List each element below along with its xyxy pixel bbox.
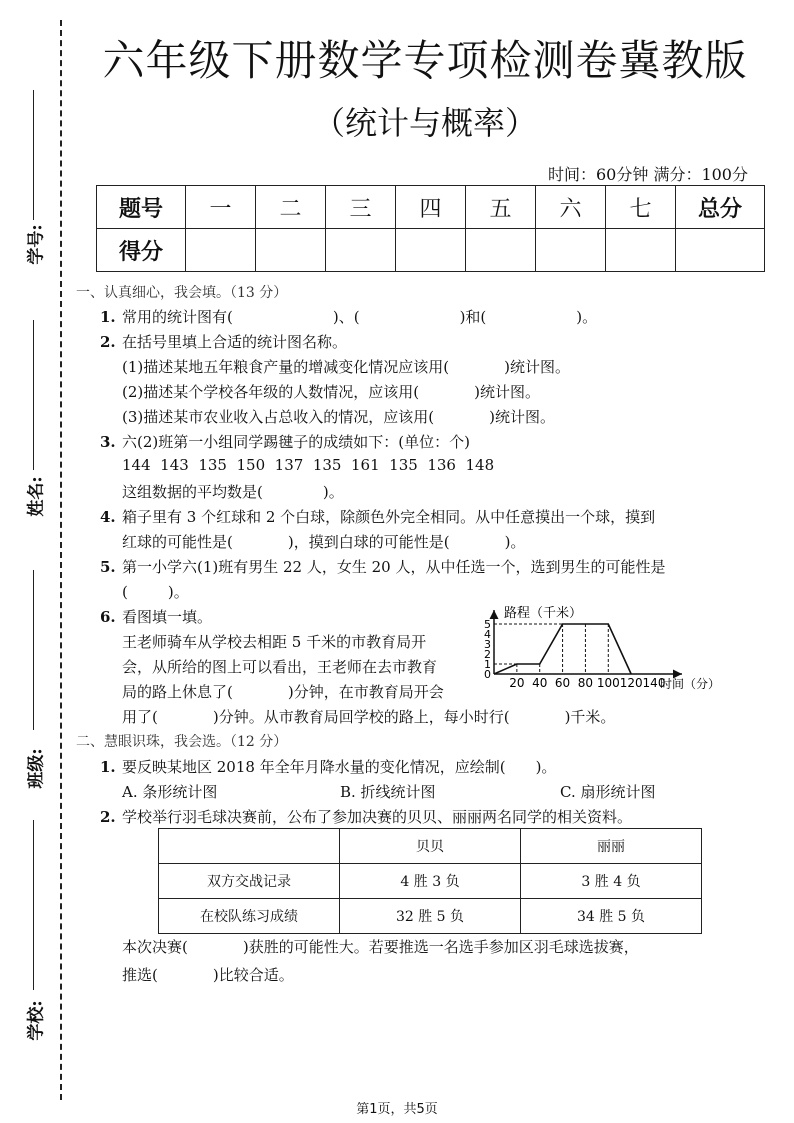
q1-6-l3: 局的路上休息了( )分钟，在市教育局开会: [122, 683, 444, 701]
binding-dashed-line: [60, 20, 62, 1100]
q1-2-2: (2)描述某个学校各年级的人数情况，应该用( )统计图。: [122, 383, 540, 401]
q1-3: 3. 六(2)班第一小组同学踢毽子的成绩如下：(单位：个): [100, 433, 470, 451]
score-input-cell[interactable]: [466, 229, 536, 272]
y-tick-label: 1: [484, 658, 491, 671]
y-tick-label: 2: [484, 648, 491, 661]
x-tick-label: 120: [619, 676, 643, 690]
score-input-cell[interactable]: [326, 229, 396, 272]
table-row: [159, 899, 702, 934]
q1-6: 6. 看图填一填。: [100, 608, 213, 626]
score-input-cell[interactable]: [186, 229, 256, 272]
score-input-cell[interactable]: [676, 229, 765, 272]
q1-2-1: (1)描述某地五年粮食产量的增减变化情况应该用( )统计图。: [122, 358, 570, 376]
q2-2-l2: 推选( )比较合适。: [122, 966, 294, 984]
q1-4: 4. 箱子里有 3 个红球和 2 个白球，除颜色外完全相同。从中任意摸出一个球，摸到: [100, 508, 656, 526]
table-cell: 4 胜 3 负: [340, 864, 521, 899]
page-footer: 第1页，共5页: [356, 1102, 438, 1117]
q1-2-3: (3)描述某市农业收入占总收入的情况，应该用( )统计图。: [122, 408, 555, 426]
score-cell: 一: [186, 186, 256, 229]
y-axis-label: 路程（千米）: [504, 606, 583, 621]
score-cell: 总分: [676, 186, 765, 229]
q1-4-l2: 红球的可能性是( )，摸到白球的可能性是( )。: [122, 533, 526, 551]
q1-1: 1. 常用的统计图有( )、( )和( )。: [100, 308, 598, 326]
score-input-cell[interactable]: [606, 229, 676, 272]
x-tick-label: 140: [642, 676, 666, 690]
student-id-line: [33, 90, 34, 220]
table-row: [159, 829, 702, 864]
score-cell: 题号: [97, 186, 186, 229]
score-value-row: [97, 229, 765, 272]
score-cell: 七: [606, 186, 676, 229]
x-tick-label: 40: [532, 676, 548, 690]
section1-heading: 一、认真细心，我会填。（13 分）: [76, 285, 288, 301]
table-cell: 贝贝: [340, 829, 521, 864]
score-cell: 二: [256, 186, 326, 229]
score-input-cell[interactable]: [536, 229, 606, 272]
student-id-label: 学号:: [26, 224, 47, 265]
y-tick-label: 5: [484, 618, 491, 631]
class-label: 班级:: [26, 748, 47, 789]
score-cell: 六: [536, 186, 606, 229]
q2-1-optA[interactable]: A. 条形统计图: [122, 783, 218, 801]
school-line: [33, 820, 34, 990]
q1-6-l2: 会，从所给的图上可以看出，王老师在去市教育: [122, 658, 438, 676]
exam-meta: 时间：60分钟 满分：100分: [548, 165, 748, 184]
x-tick-label: 100: [596, 676, 620, 690]
class-line: [33, 570, 34, 730]
player-info-table: [158, 828, 702, 934]
q1-5-l2: ( )。: [122, 583, 189, 601]
q1-6-l4: 用了( )分钟。从市教育局回学校的路上，每小时行( )千米。: [122, 708, 616, 726]
page-subtitle: （统计与概率）: [312, 104, 537, 142]
score-input-cell[interactable]: [396, 229, 466, 272]
y-tick-label: 3: [484, 638, 491, 651]
q1-6-l1: 王老师骑车从学校去相距 5 千米的市教育局开: [122, 633, 427, 651]
score-header-row: [97, 186, 765, 229]
score-cell: 三: [326, 186, 396, 229]
score-label-cell: 得分: [97, 229, 186, 272]
score-input-cell[interactable]: [256, 229, 326, 272]
page-title: 六年级下册数学专项检测卷冀教版: [102, 36, 748, 85]
table-cell: 32 胜 5 负: [340, 899, 521, 934]
q1-5: 5. 第一小学六(1)班有男生 22 人，女生 20 人，从中任选一个，选到男生的可能性是: [100, 558, 666, 576]
table-cell: 丽丽: [521, 829, 702, 864]
q2-1-optC[interactable]: C. 扇形统计图: [560, 783, 656, 801]
x-axis-label: 时间（分）: [660, 677, 721, 691]
q2-2: 2. 学校举行羽毛球决赛前，公布了参加决赛的贝贝、丽丽两名同学的相关资料。: [100, 808, 633, 826]
y-tick-label: 4: [484, 628, 491, 641]
q2-2-l1: 本次决赛( )获胜的可能性大。若要推选一名选手参加区羽毛球选拔赛，: [122, 938, 639, 956]
table-cell: 在校队练习成绩: [159, 899, 340, 934]
table-cell: 34 胜 5 负: [521, 899, 702, 934]
distance-time-chart: [486, 600, 746, 700]
name-label: 姓名:: [26, 476, 47, 517]
score-cell: 五: [466, 186, 536, 229]
q1-3-avg: 这组数据的平均数是( )。: [122, 483, 344, 501]
q1-2: 2. 在括号里填上合适的统计图名称。: [100, 333, 348, 351]
table-cell: 双方交战记录: [159, 864, 340, 899]
section2-heading: 二、慧眼识珠，我会选。（12 分）: [76, 734, 288, 750]
table-row: [159, 864, 702, 899]
table-cell: 3 胜 4 负: [521, 864, 702, 899]
score-table: [96, 185, 765, 272]
x-tick-label: 80: [577, 676, 594, 690]
score-cell: 四: [396, 186, 466, 229]
q2-1: 1. 要反映某地区 2018 年全年月降水量的变化情况，应绘制( )。: [100, 758, 557, 776]
school-label: 学校:: [26, 1000, 47, 1041]
x-tick-label: 20: [509, 676, 525, 690]
q1-3-data: 144 143 135 150 137 135 161 135 136 148: [122, 456, 495, 474]
x-tick-label: 60: [554, 676, 571, 690]
table-cell: [159, 829, 340, 864]
y-tick-label: 0: [484, 668, 491, 681]
name-line: [33, 320, 34, 470]
q2-1-optB[interactable]: B. 折线统计图: [340, 783, 436, 801]
